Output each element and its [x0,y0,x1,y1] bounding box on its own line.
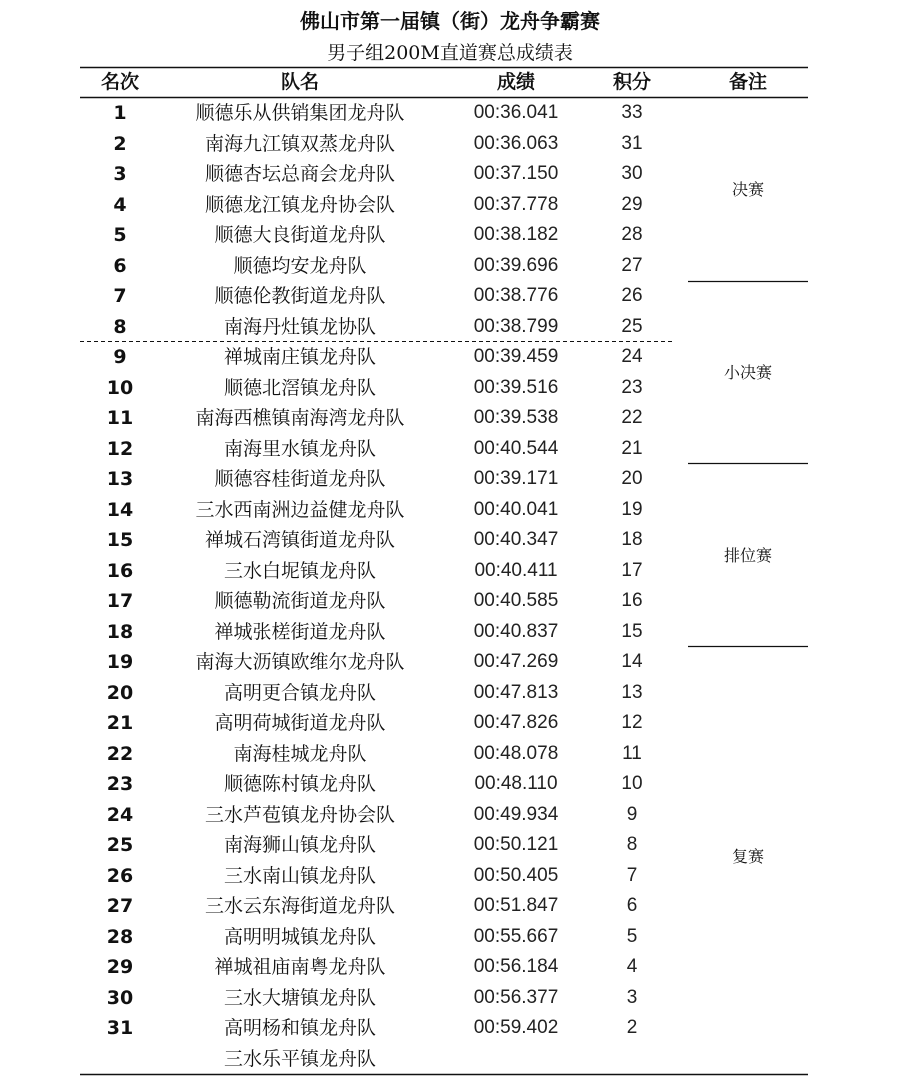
time-cell: 00:48.078 [473,742,559,764]
team-cell: 禅城张槎街道龙舟队 [214,620,386,643]
time-cell: 00:38.776 [473,285,559,306]
group-note: 小决赛 [723,362,772,382]
time-cell: 00:40.837 [473,620,559,642]
team-cell: 顺德均安龙舟队 [233,254,367,277]
table-row [0,586,900,617]
rank-cell: 27 [106,895,134,917]
header-rank: 名次 [100,71,139,93]
table-row [0,129,900,160]
rank-cell: 21 [106,712,134,734]
table-row [0,739,900,770]
team-cell: 顺德勒流街道龙舟队 [214,590,386,612]
points-cell: 26 [621,285,643,306]
team-cell: 高明明城镇龙舟队 [223,925,376,948]
rank-cell: 12 [106,437,134,460]
time-cell: 00:47.826 [473,712,559,733]
rank-cell: 26 [106,864,134,887]
team-cell: 顺德北滘镇龙舟队 [223,376,376,399]
time-cell: 00:40.041 [473,498,559,520]
time-cell: 00:39.538 [473,407,559,428]
points-cell: 19 [621,498,643,520]
table-row [0,281,900,312]
time-cell: 00:37.778 [473,193,559,215]
group-note: 排位赛 [723,545,772,565]
table-subtitle: 男子组200M直道赛总成绩表 [327,42,573,64]
team-cell: 禅城祖庙南粤龙舟队 [214,956,386,978]
rank-cell: 1 [113,102,127,124]
table-row [0,251,900,282]
points-cell: 24 [621,346,643,367]
points-cell: 28 [621,224,643,245]
points-cell: 2 [626,1017,638,1038]
time-cell: 00:39.696 [473,254,559,276]
time-cell: 00:47.269 [473,651,559,672]
team-cell: 顺德陈村镇龙舟队 [223,773,376,795]
team-cell: 顺德杏坛总商会龙舟队 [204,163,395,185]
points-cell: 9 [626,803,638,825]
table-row [0,800,900,831]
points-cell: 23 [621,376,643,398]
table-row [0,952,900,983]
time-cell: 00:40.585 [473,590,559,611]
rank-cell: 22 [106,742,134,765]
time-cell [440,1044,592,1075]
points-cell: 18 [621,529,643,550]
points-cell: 27 [621,254,643,276]
table-title: 佛山市第一届镇（街）龙舟争霸赛 [300,9,600,33]
team-cell: 高明荷城街道龙舟队 [214,712,386,734]
points-cell: 29 [621,193,643,215]
time-cell: 00:49.934 [473,803,559,825]
header-note: 备注 [728,71,767,93]
team-cell: 南海桂城龙舟队 [233,742,367,765]
points-cell: 30 [621,163,643,184]
points-cell: 3 [626,986,638,1008]
time-cell: 00:40.411 [474,559,558,581]
points-cell: 10 [621,773,643,794]
points-cell: 17 [621,559,643,581]
team-cell: 顺德龙江镇龙舟协会队 [204,193,395,216]
points-cell: 14 [621,651,643,672]
table-row [0,312,900,343]
rank-cell: 8 [113,315,127,338]
time-cell: 00:36.041 [473,102,559,123]
table-row [0,983,900,1014]
table-row [0,678,900,709]
team-cell: 顺德容桂街道龙舟队 [214,468,386,490]
time-cell: 00:36.063 [473,132,559,154]
team-cell: 南海里水镇龙舟队 [223,437,376,460]
rank-cell: 5 [113,224,127,246]
rank-cell: 10 [106,376,134,399]
team-cell: 三水白坭镇龙舟队 [223,559,376,582]
time-cell: 00:37.150 [473,163,559,184]
points-cell [592,1044,672,1075]
time-cell: 00:38.799 [473,315,559,337]
time-cell: 00:55.667 [473,925,559,947]
rank-cell: 11 [106,407,134,429]
team-cell: 南海九江镇双蒸龙舟队 [204,132,395,155]
points-cell: 22 [621,407,643,428]
rank-cell: 30 [106,986,134,1009]
rank-cell: 15 [106,529,134,551]
table-row [0,464,900,495]
group-note: 复赛 [731,847,764,866]
rank-cell: 17 [106,590,134,612]
team-cell: 南海狮山镇龙舟队 [223,834,376,856]
team-cell: 顺德大良街道龙舟队 [214,224,386,246]
time-cell: 00:38.182 [473,224,559,245]
rank-cell: 4 [113,193,127,216]
points-cell: 11 [622,742,642,764]
points-cell: 16 [621,590,643,611]
team-cell: 顺德伦教街道龙舟队 [214,285,386,307]
rank-cell: 20 [106,681,134,704]
table-row [0,98,900,129]
time-cell: 00:50.121 [473,834,559,855]
team-cell: 三水南山镇龙舟队 [223,864,376,887]
points-cell: 12 [621,712,643,733]
team-cell: 高明更合镇龙舟队 [223,681,376,704]
team-cell: 南海丹灶镇龙协队 [223,315,376,338]
table-row [0,434,900,465]
rank-cell: 2 [113,132,127,155]
table-row [0,647,900,678]
rank-cell: 19 [106,651,134,673]
time-cell: 00:56.377 [473,986,559,1008]
time-cell: 00:40.347 [473,529,559,550]
team-cell: 三水乐平镇龙舟队 [223,1047,376,1070]
time-cell: 00:56.184 [473,956,559,977]
time-cell: 00:51.847 [473,895,559,916]
team-cell: 禅城石湾镇街道龙舟队 [204,529,395,551]
table-row [0,617,900,648]
rank-cell: 16 [106,559,134,582]
time-cell: 00:40.544 [473,437,559,459]
team-cell: 禅城南庄镇龙舟队 [223,346,376,368]
rank-cell: 29 [106,956,134,978]
time-cell: 00:59.402 [473,1017,559,1038]
time-cell: 00:39.459 [473,346,559,367]
table-row [0,769,900,800]
table-row [0,403,900,434]
team-cell: 南海大沥镇欧维尔龙舟队 [195,651,405,673]
rank-cell: 25 [106,834,134,856]
points-cell: 13 [621,681,643,703]
points-cell: 20 [621,468,643,489]
team-cell: 三水西南洲边益健龙舟队 [195,498,405,521]
time-cell: 00:39.171 [473,468,559,489]
rank-cell: 3 [113,163,127,185]
table-row [0,1013,900,1044]
points-cell: 6 [626,895,638,916]
points-cell: 15 [621,620,643,642]
table-row [0,495,900,526]
time-cell: 00:39.516 [473,376,559,398]
time-cell: 00:48.110 [474,773,558,794]
rank-cell: 24 [106,803,134,826]
team-cell: 三水云东海街道龙舟队 [204,895,395,917]
points-cell: 5 [626,925,638,947]
rank-cell: 14 [106,498,134,521]
table-row [0,891,900,922]
points-cell: 8 [626,834,638,855]
table-row [0,922,900,953]
points-cell: 21 [621,437,643,459]
points-cell: 33 [621,102,643,123]
rank-cell: 13 [106,468,134,490]
table-row [0,708,900,739]
rank-cell: 7 [113,285,127,307]
header-team: 队名 [280,71,319,93]
time-cell: 00:50.405 [473,864,559,886]
team-cell: 三水芦苞镇龙舟协会队 [204,803,395,826]
rank-cell: 6 [113,254,127,277]
group-note: 决赛 [731,179,764,199]
rank-cell: 9 [113,346,127,368]
team-cell: 三水大塘镇龙舟队 [223,986,376,1009]
table-row [0,220,900,251]
rank-cell: 18 [106,620,134,643]
team-cell: 顺德乐从供销集团龙舟队 [195,102,405,124]
team-cell: 南海西樵镇南海湾龙舟队 [195,407,405,429]
points-cell: 25 [621,315,643,337]
points-cell: 31 [621,132,643,154]
points-cell: 4 [626,956,638,977]
rank-cell: 31 [106,1017,134,1039]
rank-cell: 28 [106,925,134,948]
team-cell: 高明杨和镇龙舟队 [223,1017,376,1039]
table-row [0,1044,900,1075]
header-points: 积分 [612,71,651,93]
rank-cell [80,1044,160,1075]
header-time: 成绩 [496,71,535,93]
time-cell: 00:47.813 [473,681,559,703]
rank-cell: 23 [106,773,134,795]
points-cell: 7 [626,864,638,886]
